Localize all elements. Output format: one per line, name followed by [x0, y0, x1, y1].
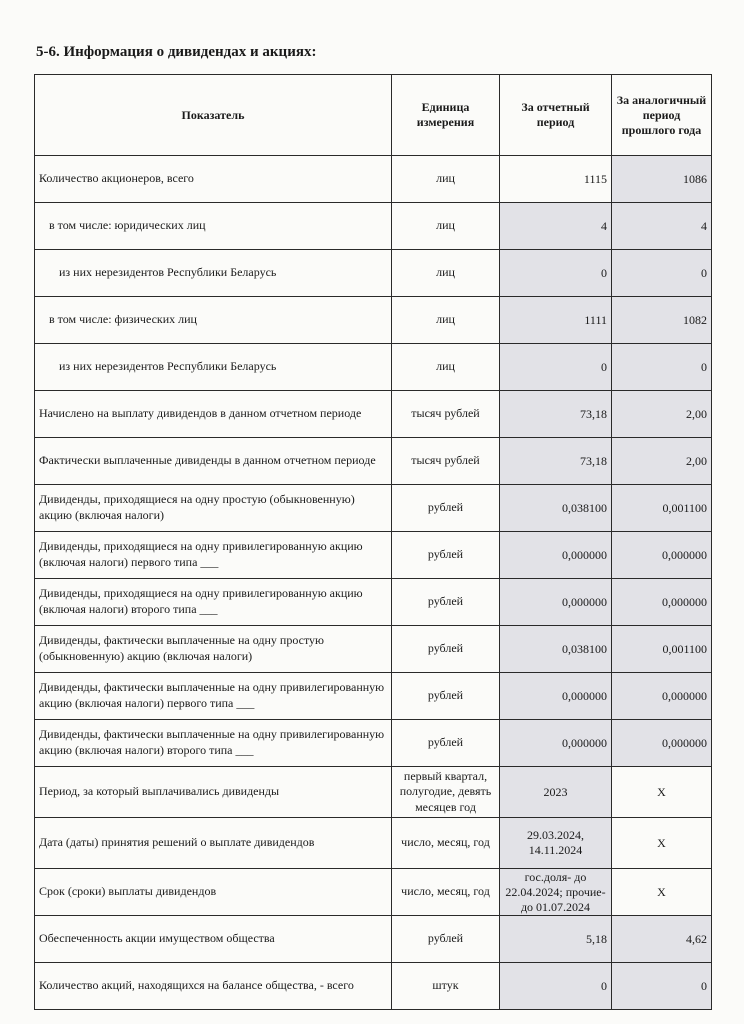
row-indicator: Дата (даты) принятия решений о выплате дивидендов	[35, 818, 392, 869]
row-current-value: 4	[500, 203, 612, 250]
row-unit: рублей	[392, 916, 500, 963]
row-previous-value: 0,001100	[612, 485, 712, 532]
row-previous-value: 0,001100	[612, 626, 712, 673]
table-row	[35, 250, 712, 297]
row-indicator: Дивиденды, фактически выплаченные на одну простую (обыкновенную) акцию (включая налоги)	[35, 626, 392, 673]
row-previous-value: 0	[612, 344, 712, 391]
table-row	[35, 579, 712, 626]
row-previous-value: 0,000000	[612, 532, 712, 579]
table-row	[35, 485, 712, 532]
row-current-value: 0	[500, 344, 612, 391]
row-unit: лиц	[392, 203, 500, 250]
row-previous-value: 2,00	[612, 391, 712, 438]
row-current-value: 0	[500, 250, 612, 297]
row-indicator: Срок (сроки) выплаты дивидендов	[35, 869, 392, 916]
row-unit: лиц	[392, 250, 500, 297]
row-previous-value: 2,00	[612, 438, 712, 485]
row-unit: тысяч рублей	[392, 438, 500, 485]
row-unit: рублей	[392, 579, 500, 626]
row-indicator: Количество акционеров, всего	[35, 156, 392, 203]
row-indicator: Дивиденды, приходящиеся на одну привилегированную акцию (включая налоги) первого типа ___	[35, 532, 392, 579]
row-current-value: 0,038100	[500, 626, 612, 673]
table-row	[35, 344, 712, 391]
table-row	[35, 673, 712, 720]
row-current-value: 1111	[500, 297, 612, 344]
row-indicator: Дивиденды, приходящиеся на одну простую (обыкновенную) акцию (включая налоги)	[35, 485, 392, 532]
row-unit: штук	[392, 963, 500, 1010]
table-row	[35, 156, 712, 203]
row-indicator: из них нерезидентов Республики Беларусь	[35, 344, 392, 391]
table-row	[35, 818, 712, 869]
payment-terms-text: гос.доля- до 22.04.2024; прочие- до 01.07.2024	[505, 869, 606, 914]
table-row	[35, 767, 712, 818]
row-previous-value: 1086	[612, 156, 712, 203]
table-row	[35, 391, 712, 438]
table-row	[35, 532, 712, 579]
table-header-row	[35, 75, 712, 156]
row-previous-value: X	[612, 869, 712, 916]
dividends-table	[34, 74, 712, 1010]
row-current-value: 0,000000	[500, 720, 612, 767]
row-indicator: в том числе: юридических лиц	[35, 203, 392, 250]
row-current-value: 0,000000	[500, 579, 612, 626]
row-unit: число, месяц, год	[392, 869, 500, 916]
col-header-current: За отчетный период	[500, 75, 612, 156]
row-current-value: 0,038100	[500, 485, 612, 532]
row-previous-value: 0,000000	[612, 720, 712, 767]
row-indicator: Фактически выплаченные дивиденды в данном отчетном периоде	[35, 438, 392, 485]
row-indicator: из них нерезидентов Республики Беларусь	[35, 250, 392, 297]
row-unit: тысяч рублей	[392, 391, 500, 438]
table-row	[35, 438, 712, 485]
row-unit: число, месяц, год	[392, 818, 500, 869]
row-current-value: 5,18	[500, 916, 612, 963]
table-row	[35, 203, 712, 250]
row-previous-value: X	[612, 767, 712, 818]
row-indicator: Дивиденды, приходящиеся на одну привилегированную акцию (включая налоги) второго типа ___	[35, 579, 392, 626]
col-header-previous: За аналогичный период прошлого года	[612, 75, 712, 156]
row-unit: рублей	[392, 720, 500, 767]
row-unit: лиц	[392, 344, 500, 391]
row-previous-value: 0,000000	[612, 673, 712, 720]
row-previous-value: 0	[612, 250, 712, 297]
row-indicator: Начислено на выплату дивидендов в данном отчетном периоде	[35, 391, 392, 438]
row-current-value: 73,18	[500, 438, 612, 485]
row-indicator: Дивиденды, фактически выплаченные на одну привилегированную акцию (включая налоги) второго типа ___	[35, 720, 392, 767]
row-current-value: 0	[500, 963, 612, 1010]
row-current-value: 2023	[500, 767, 612, 818]
row-indicator: Период, за который выплачивались дивиденды	[35, 767, 392, 818]
table-row	[35, 869, 712, 916]
row-previous-value: 4,62	[612, 916, 712, 963]
col-header-indicator: Показатель	[35, 75, 392, 156]
row-current-value: 73,18	[500, 391, 612, 438]
row-previous-value: 0	[612, 963, 712, 1010]
row-current-value	[500, 869, 612, 916]
table-row	[35, 963, 712, 1010]
table-row	[35, 916, 712, 963]
row-indicator: Дивиденды, фактически выплаченные на одну привилегированную акцию (включая налоги) первого типа ___	[35, 673, 392, 720]
row-previous-value: X	[612, 818, 712, 869]
table-row	[35, 720, 712, 767]
table-row	[35, 626, 712, 673]
row-unit: лиц	[392, 297, 500, 344]
row-indicator: Обеспеченность акции имуществом общества	[35, 916, 392, 963]
section-title: 5-6. Информация о дивидендах и акциях:	[36, 44, 317, 60]
row-current-value: 0,000000	[500, 532, 612, 579]
row-unit: рублей	[392, 485, 500, 532]
col-header-unit: Единица измерения	[392, 75, 500, 156]
row-previous-value: 0,000000	[612, 579, 712, 626]
row-unit: рублей	[392, 532, 500, 579]
row-unit: рублей	[392, 673, 500, 720]
row-current-value: 1115	[500, 156, 612, 203]
row-previous-value: 1082	[612, 297, 712, 344]
row-indicator: в том числе: физических лиц	[35, 297, 392, 344]
row-unit: рублей	[392, 626, 500, 673]
row-current-value: 0,000000	[500, 673, 612, 720]
table-row	[35, 297, 712, 344]
row-previous-value: 4	[612, 203, 712, 250]
row-unit: первый квартал, полугодие, девять месяцев год	[392, 767, 500, 818]
row-current-value: 29.03.2024, 14.11.2024	[500, 818, 612, 869]
row-unit: лиц	[392, 156, 500, 203]
row-indicator: Количество акций, находящихся на балансе общества, - всего	[35, 963, 392, 1010]
